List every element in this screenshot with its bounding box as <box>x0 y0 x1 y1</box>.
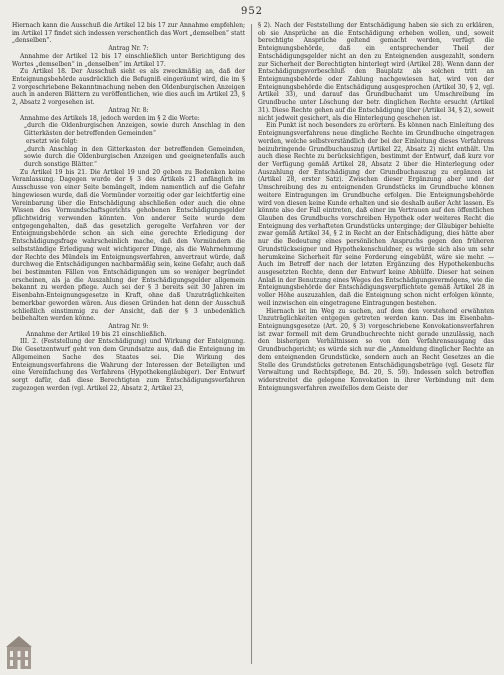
library-building-icon <box>6 633 32 671</box>
left-paragraph: „durch Anschlag in den Gitterkasten der betreffenden Gemeinden, sowie durch die Oldenburgischen Anzeigen und geeignetenfalls auch durch sonstige Blätter.“ <box>24 145 245 168</box>
right-column <box>258 22 494 662</box>
left-paragraph: „durch die Oldenburgischen Anzeigen, sowie durch Anschlag in den Gitterkästen der betreffenden Gemeinden“ <box>24 122 245 138</box>
page-number: 952 <box>240 6 264 17</box>
left-paragraph: III. 2. (Feststellung der Entschädigung) und Wirkung der Enteignung. Die Gesetzentwurf geht von dem Grundsatze aus, daß die Enteignung im Allgemeinen Sache des Staates sei. Die Wirkung des Enteignungsverfahrens die Wahrung der Interessen der Beteiligten und eine Vereinfachung des Verfahrens (Hypothekengläubiger). Der Entwurf sorgt dafür, daß diese Berechtigten zum Entschädigungsverfahren zugezogen werden (vgl. Artikel 22, Absatz 2, Artikel 23, <box>12 338 245 392</box>
left-column <box>12 22 245 662</box>
left-paragraph: Antrag Nr. 8: <box>108 106 149 114</box>
left-paragraph: Zu Artikel 19 bis 21. Die Artikel 19 und 20 geben zu Bedenken keine Veranlassung. Dagegen wurde der § 3 des Artikels 21 anfänglich im Ausschusse von einer Seite bemängelt, indem namentlich auf die Gefahr hingewiesen wurde, daß die Vormünder vorzeitig oder gar leichtfertig eine Vereinbarung über die Entschädigung abschließen oder auch die ohne Wissen des Vormundschaftsgerichts gehobenen Entschädigungsgelder pflichtwidrig verwenden könnten. Von anderer Seite wurde dem entgegengehalten, daß das gesetzlich geregelte Verfahren vor der Enteignungsbehörde schon an sich eine gerechte Erledigung der Entschädigungsfrage wahrscheinlich mache, daß den Vormündern die selbstständige Erledigung weit wichtigerer Dinge, als die Wahrnehmung der Rechte des Mündels im Enteignungsverfahren, anvertraut würde, daß durchweg die Entschädigungen nachbarmäßig sein, keine Gefahr, auch daß bei bestimmten Fällen von Entschädigungen um so weniger begründet erscheinen, als ja die Auszahlung der Entschädigungsgelder allgemein bekannt zu werden pflege. Auch sei der § 3 bereits seit 30 Jahren im Eisenbahn-Enteignungsgesetze in Kraft, ohne daß Unzuträglichkeiten bemerkbar geworden wären. Aus diesen Gründen hat denn der Ausschuß schließlich einstimmig zu der Ansicht, daß der § 3 unbedenklich beibehalten werden könne. <box>12 168 245 323</box>
left-paragraph: Annahme der Artikel 12 bis 17 einschließlich unter Berichtigung des Wortes „demselben“ in „denselben“ im Artikel 17. <box>12 52 245 68</box>
right-paragraph: Ein Punkt ist noch besonders zu erörtern. Es können nach Einleitung des Enteignungsverfahrens neue dingliche Rechte im Grundbuche eingetragen werden, welche selbstverständlich der bei der Einleitung dieses Verfahrens beizubringende Grundbuchauszug (Artikel 22, Absatz 2) nicht enthält. Um auch diese Rechte zu berücksichtigen, bestimmt der Entwurf, daß kurz vor der Verfügung gemäß Artikel 28, Absatz 2 über die Hinterlegung oder Auszahlung der Entschädigung der Grundbuchauszug zu ergänzen ist (Artikel 28, erster Satz). Zwischen dieser Ergänzung aber und der Umschreibung des zu enteignenden Grundstücks im Grundbuche können weitere Eintragungen im Grundbuche erfolgen. Die Enteignungsbehörde wird von diesen keine Kunde erhalten und sie deshalb außer Acht lassen. Es könnte also der Fall eintreten, daß einer im Vertrauen auf den öffentlichen Glauben des Grundbuchs vorschreiben Hypothek oder weiteres Recht die Enteignung des verhafteten Grundstücks unterginge; der Gläubiger behielte zwar gemäß Artikel 34, § 2 in Recht an der Entschädigung, dies hätte aber nur die Bedeutung eines persönlichen Anspruchs gegen den früheren Grundstückseigner und Hypothekenschuldner, es würde sich also um sehr herumkeine Sicherheit für seine Forderung eingebüßt, wäre sie mehr. — Auch im Betreff der nach der letzten Ergänzung des Hypothekenbuchs ausgesetzten Rechte, denn der Entwurf keine Abhülfe. Dieser hat seinen Anlaß in der Benutzung eines Weges des Entschädigungsvermögens, wie die Enteignungsbehörde der Entschädigungsverpflichtete gemäß Artikel 28 in voller Höhe auszuzahlen, daß die Enteignung schon nicht erfolgen könnte, weil inzwischen ein eingetragene Eintragungen bestehen. <box>258 122 494 307</box>
left-paragraph: Antrag Nr. 7: <box>108 45 149 53</box>
column-divider <box>251 24 252 664</box>
right-paragraph: Hiernach ist im Weg zu suchen, auf dem den vorstehend erwähnten Unzuträglichkeiten entgegen getreten werden kann. Das im Eisenbahn-Enteignungsgesetze (Art. 20, § 3) vorgeschriebene Konvokationsverfahren ist zwar formell mit dem Grundbuchrechte nicht gerade unzulässig, nach den bisherigen Verhältnissen so von den Verfahrensausgang das Grundbuchgericht; es würde sich nur die „Anmeldung dinglicher Rechte an dem enteignenden Grundstücke, sondern auch an Recht Gesetzes an die Stelle des Grundstücks getretenen Entschädigungsbeträge (vgl. Gesetz für Verwaltung und Rechtspflege, Bd. 20, S. 59). Indessen solch betroffen widerstreitet die gelegene Konvokation in ihrer Verbindung mit dem Enteignungsverfahren zweifellos dem Geiste der <box>258 307 494 392</box>
left-paragraph: ersetzt wie folgt: <box>26 137 78 145</box>
left-paragraph: Annahme des Artikels 18, jedoch werden im § 2 die Worte: <box>20 114 200 122</box>
left-paragraph: Antrag Nr. 9: <box>108 323 149 331</box>
left-paragraph: Annahme der Artikel 19 bis 21 einschließlich. <box>26 330 167 338</box>
left-paragraph: Hiernach kann die Ausschuß die Artikel 12 bis 17 zur Annahme empfehlen; im Artikel 17 findet sich indessen verschentlich das Wort „demselben“ statt „denselben“. <box>12 22 245 45</box>
left-paragraph: Zu Artikel 18. Der Ausschuß sieht es als zweckmäßig an, daß der Enteignungsbehörde ausdrücklich die Befugniß eingeräumt wird, die im § 2 vorgeschriebene Bekanntmachung neben den Oldenburgischen Anzeigen auch in anderen Blättern zu veröffentlichen, wie dies auch im Artikel 23, § 2, Absatz 2 vorgesehen ist. <box>12 68 245 107</box>
right-paragraph: § 2). Nach der Feststellung der Entschädigung haben sie sich zu erklären, ob sie Ansprüche an die Entschädigung erheben wollen, und, soweit berechtigte Ansprüche geltend gemacht werden, verfügt die Enteignungsbehörde, daß ein entsprechender Theil der Entschädigungsgelder nicht an den zu Enteignenden ausgezahlt, sondern zur Sicherheit der Berechtigten hinterlegt wird (Artikel 28). Wenn dann der Entschädigungsvorbeschluß den Bauplatz als solchen tritt an Enteignungsbehörde oder Zahlung nachgewiesen hat, wird von der Enteignungsbehörde die Entschädigung ausgesprochen (Artikel 30, § 2, vgl. Artikel 33), und darauf das Grundbuchamt um Umschreibung im Grundbuche unter Löschung der betr. dinglichen Rechte ersucht (Artikel 31). Diese Rechte gehen auf die Entschädigung über (Artikel 34, § 2), soweit nicht jedweit gesichert, als die Hinterlegung geschehen ist. <box>258 22 494 122</box>
